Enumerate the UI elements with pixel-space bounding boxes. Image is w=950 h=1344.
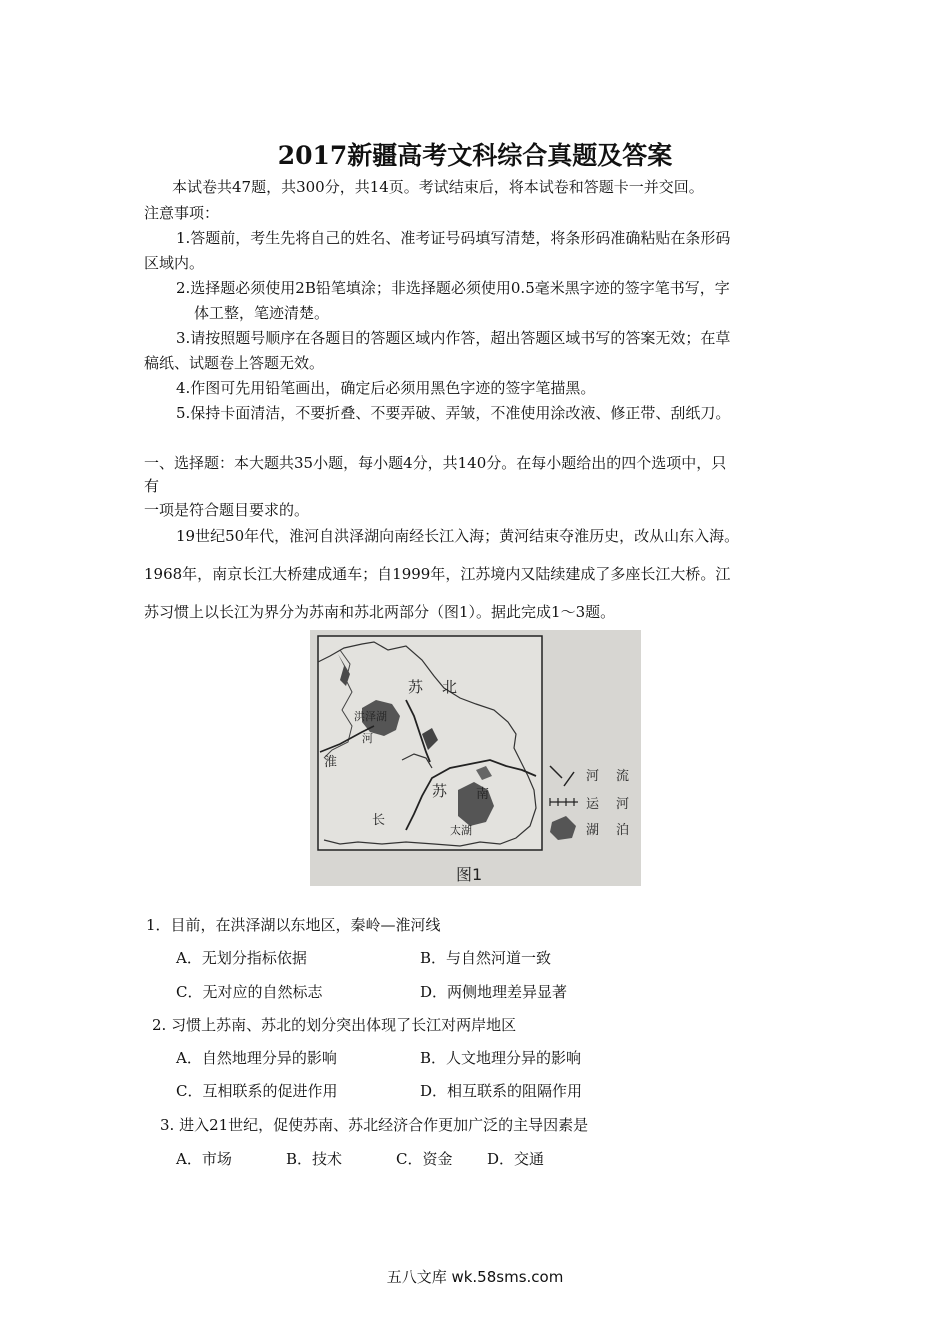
note-line: 2.选择题必须使用2B铅笔填涂；非选择题必须使用0.5毫米黑字迹的签字笔书写，字: [176, 279, 730, 297]
section-heading: 有: [144, 477, 160, 495]
section-heading: 一、选择题：本大题共35小题，每小题4分，共140分。在每小题给出的四个选项中，只: [144, 454, 727, 472]
map-label: 北: [442, 678, 458, 696]
question-option[interactable]: B．技术: [286, 1150, 343, 1168]
legend-river-icon: [550, 766, 574, 786]
note-line: 4.作图可先用铅笔画出，确定后必须用黑色字迹的签字笔描黑。: [176, 379, 596, 397]
note-line: 体工整，笔迹清楚。: [194, 304, 330, 322]
question-option[interactable]: B．与自然河道一致: [420, 949, 552, 967]
legend-canal-icon: [550, 798, 578, 806]
page-title: 2017新疆高考文科综合真题及答案: [277, 141, 673, 170]
question-option[interactable]: C．资金: [396, 1150, 453, 1168]
legend-label: 湖: [586, 823, 600, 838]
question-option[interactable]: A．自然地理分异的影响: [176, 1049, 337, 1067]
legend-label: 泊: [616, 823, 630, 838]
note-line: 区域内。: [144, 254, 205, 272]
note-line: 稿纸、试题卷上答题无效。: [144, 354, 325, 372]
map-label: 长: [372, 813, 386, 828]
legend-lake-icon: [550, 816, 576, 840]
passage-line: 1968年，南京长江大桥建成通车；自1999年，江苏境内又陆续建成了多座长江大桥。江: [144, 565, 731, 583]
figure-caption: 图1: [456, 865, 483, 884]
notes-heading: 注意事项：: [144, 204, 220, 222]
question-stem: 1．目前，在洪泽湖以东地区，秦岭—淮河线: [146, 916, 441, 934]
question-option[interactable]: C．无对应的自然标志: [176, 983, 323, 1001]
question-option[interactable]: D．两侧地理差异显著: [420, 983, 568, 1001]
question-stem: 3. 进入21世纪，促使苏南、苏北经济合作更加广泛的主导因素是: [160, 1116, 589, 1134]
map-label: 太湖: [450, 824, 472, 837]
note-line: 1.答题前，考生先将自己的姓名、准考证号码填写清楚，将条形码准确粘贴在条形码: [176, 229, 731, 247]
legend-label: 流: [616, 769, 630, 784]
figure-1-map: [310, 630, 641, 886]
question-option[interactable]: A．市场: [176, 1150, 232, 1168]
footer-source: 五八文库 wk.58sms.com: [386, 1268, 564, 1286]
map-label: 南: [476, 787, 490, 802]
legend-label: 运: [586, 797, 600, 812]
legend-label: 河: [586, 769, 600, 784]
question-option[interactable]: D．交通: [487, 1150, 545, 1168]
map-label: 洪泽湖: [354, 710, 387, 723]
passage-line: 19世纪50年代，淮河自洪泽湖向南经长江入海；黄河结束夺淮历史，改从山东入海。: [176, 527, 740, 545]
note-line: 3.请按照题号顺序在各题目的答题区域内作答，超出答题区域书写的答案无效；在草: [176, 329, 731, 347]
question-option[interactable]: D．相互联系的阻隔作用: [420, 1082, 583, 1100]
section-heading: 一项是符合题目要求的。: [144, 501, 310, 519]
passage-line: 苏习惯上以长江为界分为苏南和苏北两部分（图1）。据此完成1～3题。: [144, 603, 616, 621]
map-label: 河: [362, 732, 373, 745]
map-label: 淮: [324, 755, 338, 770]
question-option[interactable]: B．人文地理分异的影响: [420, 1049, 582, 1067]
legend-label: 河: [616, 797, 630, 812]
map-label: 苏: [432, 782, 448, 800]
question-stem: 2. 习惯上苏南、苏北的划分突出体现了长江对两岸地区: [152, 1016, 517, 1034]
note-line: 5.保持卡面清洁，不要折叠、不要弄破、弄皱，不准使用涂改液、修正带、刮纸刀。: [176, 404, 731, 422]
intro-text: 本试卷共47题，共300分，共14页。考试结束后，将本试卷和答题卡一并交回。: [172, 178, 704, 196]
question-option[interactable]: C．互相联系的促进作用: [176, 1082, 338, 1100]
map-label: 苏: [408, 678, 424, 696]
question-option[interactable]: A．无划分指标依据: [176, 949, 307, 967]
